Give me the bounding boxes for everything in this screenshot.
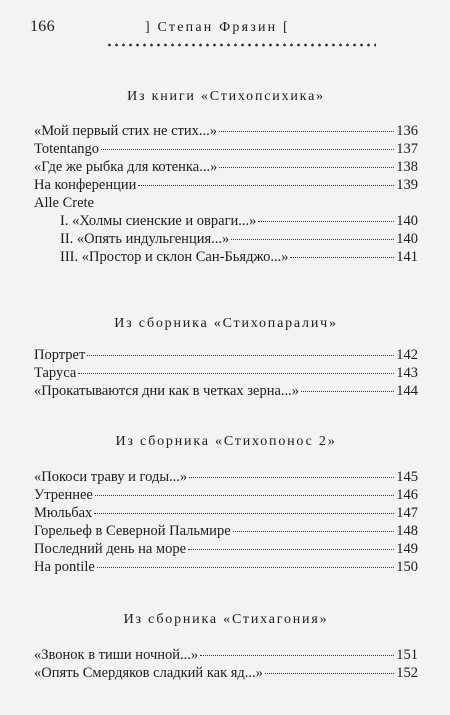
entry-title: II. «Опять индульгенция...» — [60, 231, 230, 247]
toc-entry — [60, 212, 418, 230]
dot-leader — [290, 257, 394, 258]
entry-page: 146 — [396, 487, 418, 503]
dot-leader — [219, 131, 394, 132]
entry-title: Таруса — [34, 365, 77, 381]
entry-title: Totentango — [34, 141, 100, 157]
dot-leader — [188, 549, 394, 550]
dot-leader — [138, 185, 394, 186]
dot-leader — [233, 531, 395, 532]
entry-page: 148 — [396, 523, 418, 539]
section-heading: Из сборника «Стихопонос 2» — [115, 434, 337, 449]
dot-leader — [97, 567, 394, 568]
toc-entry — [34, 522, 418, 540]
dot-leader — [200, 655, 394, 656]
toc-entry — [34, 468, 418, 486]
entry-title: «Звонок в тиши ночной...» — [34, 647, 199, 663]
entry-title: Горельеф в Северной Пальмире — [34, 523, 231, 539]
entry-page: 147 — [396, 505, 418, 521]
toc-entry — [34, 176, 418, 194]
running-head: ] Степан Фрязин [ — [145, 20, 290, 35]
entry-title: Последний день на море — [34, 541, 187, 557]
toc-entry — [34, 382, 418, 400]
dot-leader — [78, 373, 394, 374]
entry-title: На конференции — [34, 177, 137, 193]
entry-page: 143 — [396, 365, 418, 381]
section-heading: Из книги «Стихопсихика» — [127, 89, 325, 104]
entry-title: Мюльбах — [34, 505, 93, 521]
toc-entry — [34, 486, 418, 504]
entry-title: «Опять Смердяков сладкий как яд...» — [34, 665, 263, 681]
toc-entry — [34, 504, 418, 522]
entry-title: Портрет — [34, 347, 86, 363]
entry-title: «Покоси траву и годы...» — [34, 469, 188, 485]
entry-title: Alle Crete — [34, 195, 94, 211]
toc-entry — [34, 346, 418, 364]
toc-entry — [34, 140, 418, 158]
entry-title: I. «Холмы сиенские и овраги...» — [60, 213, 257, 229]
entry-page: 136 — [396, 123, 418, 139]
entry-page: 145 — [396, 469, 418, 485]
entry-page: 140 — [396, 213, 418, 229]
page-header — [30, 14, 422, 50]
entry-page: 144 — [396, 383, 418, 399]
toc-entry — [34, 558, 418, 576]
dot-leader — [101, 149, 394, 150]
entry-title: Утреннее — [34, 487, 93, 503]
entry-title: «Мой первый стих не стих...» — [34, 123, 217, 139]
toc-entry — [34, 664, 418, 682]
toc-entry — [34, 158, 418, 176]
entry-page: 138 — [396, 159, 418, 175]
dot-leader — [231, 239, 394, 240]
section-heading: Из сборника «Стихагония» — [123, 612, 329, 627]
toc-entry — [60, 230, 418, 248]
entry-page: 141 — [396, 249, 418, 265]
entry-page: 151 — [396, 647, 418, 663]
entry-title: На pontile — [34, 559, 95, 575]
entry-page: 139 — [396, 177, 418, 193]
page-number: 166 — [30, 18, 55, 35]
toc-entry — [34, 540, 418, 558]
dot-leader — [258, 221, 394, 222]
dot-leader — [219, 167, 394, 168]
toc-entry — [34, 364, 418, 382]
entry-title: III. «Простор и склон Сан-Бьяджо...» — [60, 249, 289, 265]
dotted-rule — [106, 42, 376, 48]
section-heading: Из сборника «Стихопаралич» — [114, 316, 338, 331]
toc-entry — [34, 646, 418, 664]
entry-page: 140 — [396, 231, 418, 247]
entry-title: «Где же рыбка для котенка...» — [34, 159, 218, 175]
dot-leader — [301, 391, 394, 392]
toc-entry — [60, 248, 418, 266]
entry-title: «Прокатываются дни как в четках зерна...» — [34, 383, 300, 399]
entry-page: 142 — [396, 347, 418, 363]
entry-page: 137 — [396, 141, 418, 157]
entry-page: 149 — [396, 541, 418, 557]
entry-page: 152 — [396, 665, 418, 681]
dot-leader — [95, 495, 394, 496]
dot-leader — [189, 477, 394, 478]
toc-entry — [34, 194, 418, 212]
dot-leader — [265, 673, 394, 674]
dot-leader — [94, 513, 394, 514]
entry-page: 150 — [396, 559, 418, 575]
dot-leader — [87, 355, 394, 356]
toc-entry — [34, 122, 418, 140]
